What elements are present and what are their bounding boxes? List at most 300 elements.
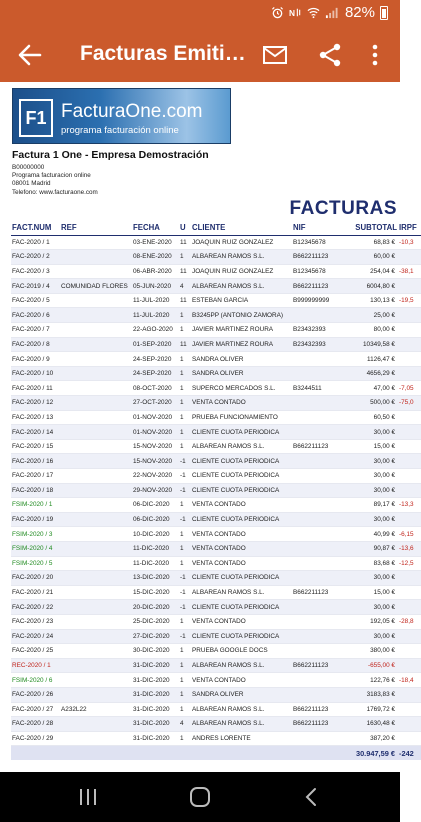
cell-ref: [60, 644, 132, 659]
cell-cliente: SANDRA OLIVER: [191, 352, 292, 367]
cell-fecha: 01-NOV-2020: [132, 425, 179, 440]
cell-ref: [60, 717, 132, 732]
cell-fecha: 31-DIC-2020: [132, 687, 179, 702]
cell-fact-num: FAC-2020 / 13: [11, 410, 60, 425]
cell-irpf: [398, 512, 421, 527]
cell-nif: [292, 571, 338, 586]
cell-u: 11: [179, 264, 191, 279]
cell-ref: [60, 731, 132, 746]
cell-cliente: VENTA CONTADO: [191, 498, 292, 513]
cell-cliente: VENTA CONTADO: [191, 614, 292, 629]
cell-fecha: 08-ENE-2020: [132, 250, 179, 265]
cell-cliente: CLIENTE CUOTA PERIODICA: [191, 571, 292, 586]
cell-u: 1: [179, 323, 191, 338]
column-header-ref: REF: [60, 221, 132, 235]
table-row[interactable]: [11, 323, 421, 338]
cell-u: 1: [179, 352, 191, 367]
cell-ref: [60, 308, 132, 323]
cell-fecha: 15-DIC-2020: [132, 585, 179, 600]
table-row[interactable]: [11, 644, 421, 659]
total-empty-cell: [60, 746, 132, 761]
column-header-cliente: CLIENTE: [191, 221, 292, 235]
cell-u: 1: [179, 410, 191, 425]
cell-ref: [60, 381, 132, 396]
status-icons: [271, 4, 388, 21]
cell-irpf: [398, 585, 421, 600]
company-address: [12, 164, 98, 197]
cell-fecha: 20-DIC-2020: [132, 600, 179, 615]
cell-ref: [60, 687, 132, 702]
cell-u: 4: [179, 279, 191, 294]
cell-u: 1: [179, 439, 191, 454]
cell-nif: [292, 541, 338, 556]
table-row[interactable]: [11, 366, 421, 381]
cell-cliente: CLIENTE CUOTA PERIODICA: [191, 600, 292, 615]
cell-irpf: [398, 250, 421, 265]
cell-ref: [60, 293, 132, 308]
cell-fact-num: FAC-2020 / 18: [11, 483, 60, 498]
cell-ref: [60, 556, 132, 571]
cell-fact-num: FAC-2020 / 5: [11, 293, 60, 308]
cell-irpf: -7,05: [398, 381, 421, 396]
cell-nif: B662211123: [292, 439, 338, 454]
cell-fecha: 06-ABR-2020: [132, 264, 179, 279]
total-irpf: -242: [398, 746, 421, 761]
cell-subtotal: 89,17 €: [338, 498, 398, 513]
recent-apps-icon[interactable]: [76, 786, 100, 808]
cell-irpf: -75,0: [398, 396, 421, 411]
cell-fact-num: REC-2020 / 1: [11, 658, 60, 673]
cell-nif: B12345678: [292, 264, 338, 279]
cell-cliente: VENTA CONTADO: [191, 396, 292, 411]
cell-irpf: [398, 483, 421, 498]
total-empty-cell: [292, 746, 338, 761]
cell-fact-num: FAC-2020 / 22: [11, 600, 60, 615]
table-row[interactable]: [11, 571, 421, 586]
nfc-icon: [289, 6, 302, 19]
cell-subtotal: 90,87 €: [338, 541, 398, 556]
cell-fecha: 31-DIC-2020: [132, 731, 179, 746]
cell-fact-num: FAC-2020 / 21: [11, 585, 60, 600]
cell-subtotal: 387,20 €: [338, 731, 398, 746]
cell-ref: [60, 235, 132, 250]
cell-nif: [292, 352, 338, 367]
cell-fecha: 01-SEP-2020: [132, 337, 179, 352]
cell-ref: [60, 264, 132, 279]
cell-fecha: 15-NOV-2020: [132, 439, 179, 454]
cell-fecha: 30-DIC-2020: [132, 644, 179, 659]
table-row[interactable]: [11, 731, 421, 746]
table-row[interactable]: [11, 600, 421, 615]
cell-fact-num: FSIM-2020 / 4: [11, 541, 60, 556]
table-row[interactable]: [11, 454, 421, 469]
cell-irpf: -12,5: [398, 556, 421, 571]
cell-nif: [292, 308, 338, 323]
cell-ref: [60, 337, 132, 352]
logo-badge: F1: [19, 99, 53, 137]
cell-nif: B23432393: [292, 337, 338, 352]
company-logo: [12, 88, 231, 144]
cell-cliente: VENTA CONTADO: [191, 541, 292, 556]
cell-irpf: -38,1: [398, 264, 421, 279]
cell-irpf: [398, 731, 421, 746]
table-row[interactable]: [11, 425, 421, 440]
table-row[interactable]: [11, 629, 421, 644]
cell-fact-num: FAC-2020 / 11: [11, 381, 60, 396]
cell-fecha: 31-DIC-2020: [132, 702, 179, 717]
cell-fact-num: FAC-2020 / 10: [11, 366, 60, 381]
cell-fact-num: FAC-2020 / 7: [11, 323, 60, 338]
cell-ref: [60, 323, 132, 338]
cell-irpf: [398, 366, 421, 381]
cell-fact-num: FAC-2019 / 4: [11, 279, 60, 294]
cell-u: 1: [179, 498, 191, 513]
cell-fecha: 22-AGO-2020: [132, 323, 179, 338]
cell-cliente: VENTA CONTADO: [191, 556, 292, 571]
cell-u: 1: [179, 556, 191, 571]
table-row[interactable]: [11, 541, 421, 556]
cell-subtotal: 380,00 €: [338, 644, 398, 659]
cell-irpf: [398, 571, 421, 586]
cell-u: 1: [179, 396, 191, 411]
cell-subtotal: 30,00 €: [338, 629, 398, 644]
cell-u: 11: [179, 235, 191, 250]
cell-subtotal: 30,00 €: [338, 425, 398, 440]
cell-ref: [60, 527, 132, 542]
cell-u: 1: [179, 250, 191, 265]
cell-ref: [60, 352, 132, 367]
cell-cliente: ESTEBAN GARCIA: [191, 293, 292, 308]
cell-nif: [292, 527, 338, 542]
cell-nif: [292, 366, 338, 381]
cell-fecha: 25-DIC-2020: [132, 614, 179, 629]
cell-cliente: CLIENTE CUOTA PERIODICA: [191, 483, 292, 498]
battery-level: 82%: [344, 4, 375, 21]
cell-u: 1: [179, 731, 191, 746]
cell-u: 11: [179, 337, 191, 352]
table-row[interactable]: [11, 250, 421, 265]
cell-irpf: -13,3: [398, 498, 421, 513]
cell-nif: [292, 396, 338, 411]
cell-u: -1: [179, 629, 191, 644]
table-row[interactable]: [11, 658, 421, 673]
cell-ref: [60, 600, 132, 615]
cell-ref: [60, 673, 132, 688]
table-row[interactable]: [11, 614, 421, 629]
column-header-fecha: FECHA: [132, 221, 179, 235]
cell-subtotal: 6004,80 €: [338, 279, 398, 294]
cell-irpf: -10,3: [398, 235, 421, 250]
cell-nif: [292, 644, 338, 659]
cell-ref: [60, 541, 132, 556]
cell-nif: B662211123: [292, 585, 338, 600]
cell-fecha: 15-NOV-2020: [132, 454, 179, 469]
cell-u: -1: [179, 571, 191, 586]
cell-subtotal: 3183,83 €: [338, 687, 398, 702]
cell-nif: [292, 731, 338, 746]
cell-irpf: [398, 337, 421, 352]
cell-fecha: 11-JUL-2020: [132, 293, 179, 308]
cell-nif: [292, 483, 338, 498]
cell-u: 1: [179, 527, 191, 542]
cell-subtotal: 1769,72 €: [338, 702, 398, 717]
cell-cliente: ALBAREAN RAMOS S.L.: [191, 717, 292, 732]
cell-subtotal: 4656,29 €: [338, 366, 398, 381]
cell-u: -1: [179, 512, 191, 527]
cell-subtotal: 60,00 €: [338, 250, 398, 265]
cell-cliente: SUPERCO MERCADOS S.L.: [191, 381, 292, 396]
cell-irpf: [398, 702, 421, 717]
cell-cliente: ALBAREAN RAMOS S.L.: [191, 439, 292, 454]
table-row[interactable]: [11, 687, 421, 702]
email-icon[interactable]: [262, 42, 288, 68]
table-row[interactable]: [11, 439, 421, 454]
cell-subtotal: 15,00 €: [338, 585, 398, 600]
cell-subtotal: 68,83 €: [338, 235, 398, 250]
cell-cliente: ALBAREAN RAMOS S.L.: [191, 250, 292, 265]
company-line: Telefono: www.facturaone.com: [12, 188, 98, 196]
cell-subtotal: 25,00 €: [338, 308, 398, 323]
cell-fecha: 13-DIC-2020: [132, 571, 179, 586]
table-row[interactable]: [11, 337, 421, 352]
cell-u: 1: [179, 687, 191, 702]
cell-subtotal: 47,00 €: [338, 381, 398, 396]
company-name: Factura 1 One - Empresa Demostración: [12, 149, 209, 161]
cell-fact-num: FAC-2020 / 28: [11, 717, 60, 732]
table-row[interactable]: [11, 673, 421, 688]
cell-cliente: ALBAREAN RAMOS S.L.: [191, 702, 292, 717]
cell-fecha: 27-DIC-2020: [132, 629, 179, 644]
table-row[interactable]: [11, 381, 421, 396]
cell-cliente: ALBAREAN RAMOS S.L.: [191, 658, 292, 673]
cell-subtotal: 15,00 €: [338, 439, 398, 454]
cell-cliente: JOAQUIN RUIZ GONZALEZ: [191, 235, 292, 250]
cell-nif: [292, 425, 338, 440]
battery-icon: [380, 6, 388, 20]
cell-ref: [60, 614, 132, 629]
cell-u: 1: [179, 308, 191, 323]
cell-ref: [60, 571, 132, 586]
table-row[interactable]: [11, 279, 421, 294]
cell-cliente: CLIENTE CUOTA PERIODICA: [191, 425, 292, 440]
cell-fact-num: FAC-2020 / 8: [11, 337, 60, 352]
cell-u: 4: [179, 717, 191, 732]
cell-fecha: 08-OCT-2020: [132, 381, 179, 396]
cell-ref: [60, 410, 132, 425]
cell-irpf: [398, 352, 421, 367]
back-arrow-icon[interactable]: [16, 41, 44, 69]
cell-ref: [60, 658, 132, 673]
table-row[interactable]: [11, 235, 421, 250]
navigation-bar: [0, 772, 400, 822]
cell-u: -1: [179, 454, 191, 469]
cell-u: -1: [179, 600, 191, 615]
table-row[interactable]: [11, 556, 421, 571]
table-row[interactable]: [11, 527, 421, 542]
home-icon[interactable]: [188, 786, 212, 808]
cell-irpf: -28,8: [398, 614, 421, 629]
cell-subtotal: 30,00 €: [338, 469, 398, 484]
table-row[interactable]: [11, 352, 421, 367]
cell-cliente: SANDRA OLIVER: [191, 366, 292, 381]
cell-cliente: ANDRES LORENTE: [191, 731, 292, 746]
page-title: Facturas Emiti…: [80, 42, 246, 65]
back-icon[interactable]: [300, 786, 324, 808]
cell-nif: [292, 600, 338, 615]
cell-subtotal: 83,68 €: [338, 556, 398, 571]
table-row[interactable]: [11, 308, 421, 323]
cell-fecha: 11-DIC-2020: [132, 541, 179, 556]
cell-subtotal: 254,04 €: [338, 264, 398, 279]
cell-irpf: -13,6: [398, 541, 421, 556]
table-header-row: [11, 221, 421, 235]
cell-cliente: JAVIER MARTINEZ ROURA: [191, 337, 292, 352]
cell-subtotal: 30,00 €: [338, 454, 398, 469]
cell-cliente: PRUEBA FUNCIONAMIENTO: [191, 410, 292, 425]
cell-nif: B12345678: [292, 235, 338, 250]
cell-subtotal: 30,00 €: [338, 483, 398, 498]
cell-irpf: [398, 439, 421, 454]
cell-irpf: -19,5: [398, 293, 421, 308]
cell-fact-num: FSIM-2020 / 1: [11, 498, 60, 513]
cell-fact-num: FAC-2020 / 3: [11, 264, 60, 279]
cell-irpf: [398, 454, 421, 469]
cell-ref: [60, 498, 132, 513]
cell-subtotal: 60,50 €: [338, 410, 398, 425]
table-row[interactable]: [11, 264, 421, 279]
cell-subtotal: 130,13 €: [338, 293, 398, 308]
cell-irpf: [398, 410, 421, 425]
cell-irpf: [398, 323, 421, 338]
cell-fact-num: FAC-2020 / 20: [11, 571, 60, 586]
table-row[interactable]: [11, 512, 421, 527]
table-row[interactable]: [11, 396, 421, 411]
cell-fecha: 31-DIC-2020: [132, 717, 179, 732]
cell-fact-num: FAC-2020 / 14: [11, 425, 60, 440]
cell-fact-num: FAC-2020 / 17: [11, 469, 60, 484]
cell-fact-num: FAC-2020 / 27: [11, 702, 60, 717]
cell-cliente: CLIENTE CUOTA PERIODICA: [191, 629, 292, 644]
column-header-u: U: [179, 221, 191, 235]
cell-nif: [292, 629, 338, 644]
cell-cliente: B3245PP (ANTONIO ZAMORA): [191, 308, 292, 323]
cell-nif: [292, 410, 338, 425]
column-header-nif: NIF: [292, 221, 338, 235]
cell-nif: [292, 614, 338, 629]
cell-cliente: CLIENTE CUOTA PERIODICA: [191, 512, 292, 527]
cell-u: 1: [179, 425, 191, 440]
cell-cliente: JAVIER MARTINEZ ROURA: [191, 323, 292, 338]
cell-irpf: [398, 658, 421, 673]
table-row[interactable]: [11, 469, 421, 484]
table-row[interactable]: [11, 702, 421, 717]
cell-u: 1: [179, 673, 191, 688]
table-row[interactable]: [11, 585, 421, 600]
cell-fecha: 31-DIC-2020: [132, 658, 179, 673]
cell-fact-num: FSIM-2020 / 3: [11, 527, 60, 542]
cell-irpf: [398, 469, 421, 484]
cell-fecha: 24-SEP-2020: [132, 366, 179, 381]
table-row[interactable]: [11, 410, 421, 425]
cell-subtotal: 1126,47 €: [338, 352, 398, 367]
cell-fact-num: FAC-2020 / 19: [11, 512, 60, 527]
cell-fecha: 31-DIC-2020: [132, 673, 179, 688]
cell-irpf: [398, 600, 421, 615]
cell-ref: COMUNIDAD FLORES: [60, 279, 132, 294]
cell-fact-num: FSIM-2020 / 6: [11, 673, 60, 688]
cell-fecha: 11-JUL-2020: [132, 308, 179, 323]
cell-fecha: 05-JUN-2020: [132, 279, 179, 294]
cell-fact-num: FAC-2020 / 2: [11, 250, 60, 265]
cell-nif: B662211123: [292, 702, 338, 717]
cell-u: 1: [179, 541, 191, 556]
cell-fecha: 29-NOV-2020: [132, 483, 179, 498]
cell-fact-num: FAC-2020 / 6: [11, 308, 60, 323]
cell-cliente: VENTA CONTADO: [191, 527, 292, 542]
cell-ref: [60, 425, 132, 440]
invoices-table: [11, 221, 421, 760]
total-empty-cell: [179, 746, 191, 761]
share-icon[interactable]: [317, 42, 343, 68]
overflow-menu-icon[interactable]: [365, 42, 385, 68]
cell-u: 1: [179, 381, 191, 396]
cell-ref: [60, 483, 132, 498]
cell-fact-num: FAC-2020 / 1: [11, 235, 60, 250]
cell-cliente: CLIENTE CUOTA PERIODICA: [191, 469, 292, 484]
cell-irpf: -6,15: [398, 527, 421, 542]
cell-fact-num: FAC-2020 / 23: [11, 614, 60, 629]
cell-nif: [292, 498, 338, 513]
cell-fact-num: FAC-2020 / 26: [11, 687, 60, 702]
cell-cliente: VENTA CONTADO: [191, 673, 292, 688]
cell-nif: B23432393: [292, 323, 338, 338]
company-line: 08001 Madrid: [12, 180, 51, 188]
table-row[interactable]: [11, 293, 421, 308]
cell-fecha: 24-SEP-2020: [132, 352, 179, 367]
cell-fecha: 06-DIC-2020: [132, 512, 179, 527]
cell-irpf: [398, 279, 421, 294]
cell-irpf: [398, 425, 421, 440]
svg-text:N: N: [288, 8, 295, 19]
logo-name: FacturaOne.com: [61, 101, 203, 122]
cell-subtotal: -655,00 €: [338, 658, 398, 673]
cell-subtotal: 1630,48 €: [338, 717, 398, 732]
column-header-fact-num: FACT.NUM: [11, 221, 60, 235]
cell-nif: B662211123: [292, 717, 338, 732]
cell-irpf: [398, 717, 421, 732]
cell-irpf: -18,4: [398, 673, 421, 688]
table-row[interactable]: [11, 483, 421, 498]
cell-ref: [60, 250, 132, 265]
total-empty-cell: [11, 746, 60, 761]
cell-cliente: ALBAREAN RAMOS S.L.: [191, 585, 292, 600]
total-empty-cell: [132, 746, 179, 761]
column-header-irpf: IRPF: [398, 221, 421, 235]
report-document[interactable]: [0, 82, 417, 772]
cell-u: -1: [179, 585, 191, 600]
cell-subtotal: 30,00 €: [338, 512, 398, 527]
table-row[interactable]: [11, 498, 421, 513]
cell-nif: B662211123: [292, 658, 338, 673]
table-row[interactable]: [11, 717, 421, 732]
cell-irpf: [398, 629, 421, 644]
cell-ref: [60, 629, 132, 644]
cell-ref: A232L22: [60, 702, 132, 717]
cell-cliente: PRUEBA GOOGLE DOCS: [191, 644, 292, 659]
cell-fecha: 01-NOV-2020: [132, 410, 179, 425]
totals-row: [11, 746, 421, 761]
cell-nif: [292, 454, 338, 469]
